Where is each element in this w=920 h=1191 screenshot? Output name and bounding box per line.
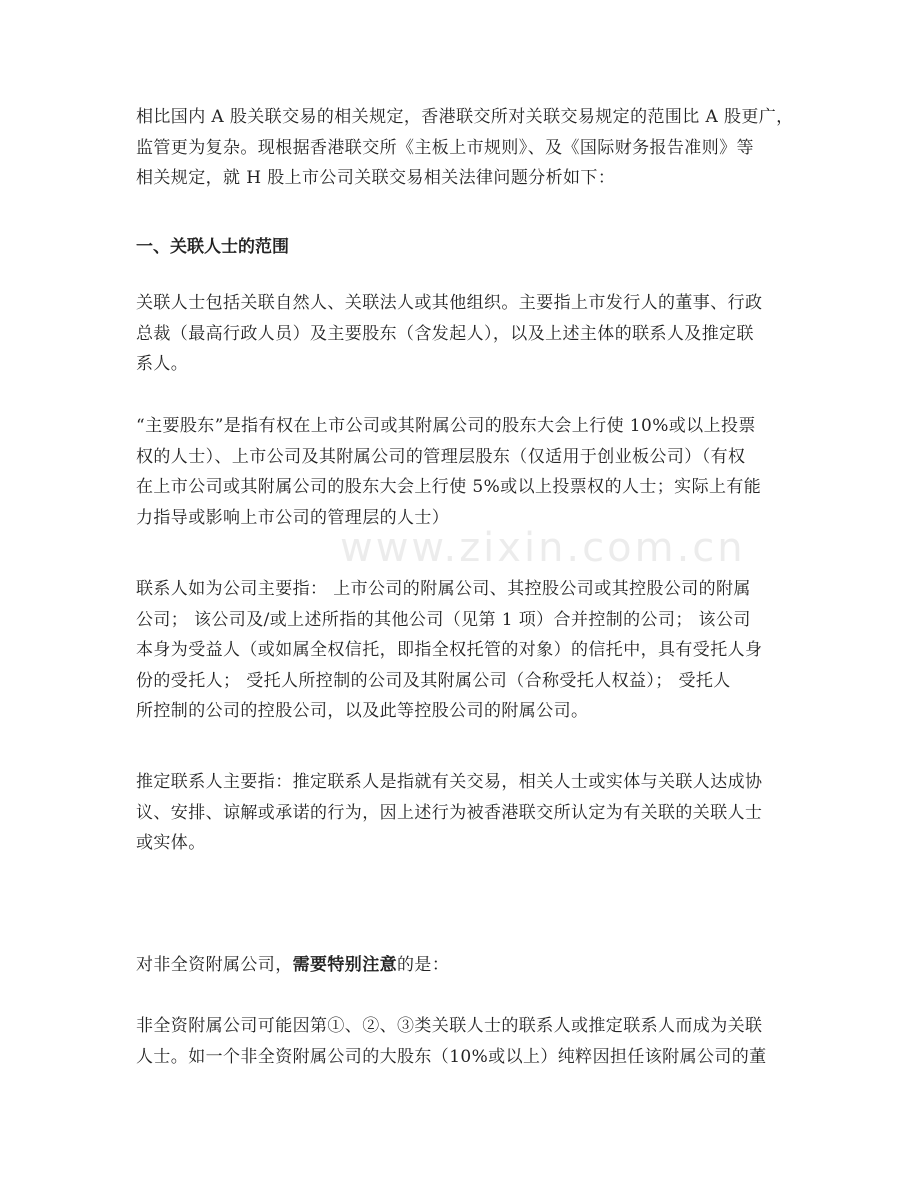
text-line: 系人。 [136,354,189,374]
non-wholly-owned-note [136,950,449,981]
text-line: 推定联系人主要指：推定联系人是指就有关交易，相关人士或实体与关联人达成协 [136,772,763,792]
text-line: 在上市公司或其附属公司的股东大会上行使 5%或以上投票权的人士；实际上有能 [136,477,762,497]
text-line: 联系人如为公司主要指： 上市公司的附属公司、其控股公司或其控股公司的附属 [136,579,751,599]
note-suffix: 的是： [397,955,450,975]
text-line: 总裁（最高行政人员）及主要股东（含发起人），以及上述主体的联系人及推定联 [136,323,754,344]
text-line: 所控制的公司的控股公司，以及此等控股公司的附属公司。 [136,701,589,721]
text-line: 人士。如一个非全资附属公司的大股东（10%或以上）纯粹因担任该附属公司的董 [136,1046,767,1067]
note-emphasis: 需要特别注意 [292,955,398,975]
text-line: 相比国内 A 股关联交易的相关规定，香港联交所对关联交易规定的范围比 A 股更广， [136,107,794,127]
non-wholly-owned-paragraph [136,1011,767,1072]
text-line: 关联人士包括关联自然人、关联法人或其他组织。主要指上市发行人的董事、行政 [136,293,763,313]
text-line: 监管更为复杂。现根据香港联交所《主板上市规则》、及《国际财务报告准则》等 [136,137,754,158]
associates-paragraph [136,574,762,727]
major-shareholder-paragraph [136,411,761,533]
text-line: 力指导或影响上市公司的管理层的人士） [136,507,450,528]
text-line: 份的受托人； 受托人所控制的公司及其附属公司（合称受托人权益）； 受托人 [136,670,731,691]
text-line: 或实体。 [136,833,206,853]
text-line: 公司； 该公司及/或上述所指的其他公司（见第 1 项）合并控制的公司； 该公司 [136,609,751,630]
text-line: 本身为受益人（或如属全权信托，即指全权托管的对象）的信托中，具有受托人身 [136,640,763,660]
text-line [136,950,449,981]
text-line: “主要股东”是指有权在上市公司或其附属公司的股东大会上行使 10%或以上投票 [136,416,756,436]
note-prefix: 对非全资附属公司， [136,955,293,975]
related-persons-paragraph [136,288,762,380]
section-heading: 一、关联人士的范围 [136,237,289,257]
intro-paragraph [136,102,794,194]
deemed-associates-paragraph [136,767,762,859]
text-line: 议、安排、谅解或承诺的行为，因上述行为被香港联交所认定为有关联的关联人士 [136,802,763,823]
text-line: 非全资附属公司可能因第①、②、③类关联人士的联系人或推定联系人而成为关联 [136,1016,763,1036]
watermark: www.zixin.com.cn [340,525,746,571]
text-line: 权的人士）、上市公司及其附属公司的管理层股东（仅适用于创业板公司）（有权 [136,446,746,467]
text-line: 相关规定，就 H 股上市公司关联交易相关法律问题分析如下： [136,168,616,188]
